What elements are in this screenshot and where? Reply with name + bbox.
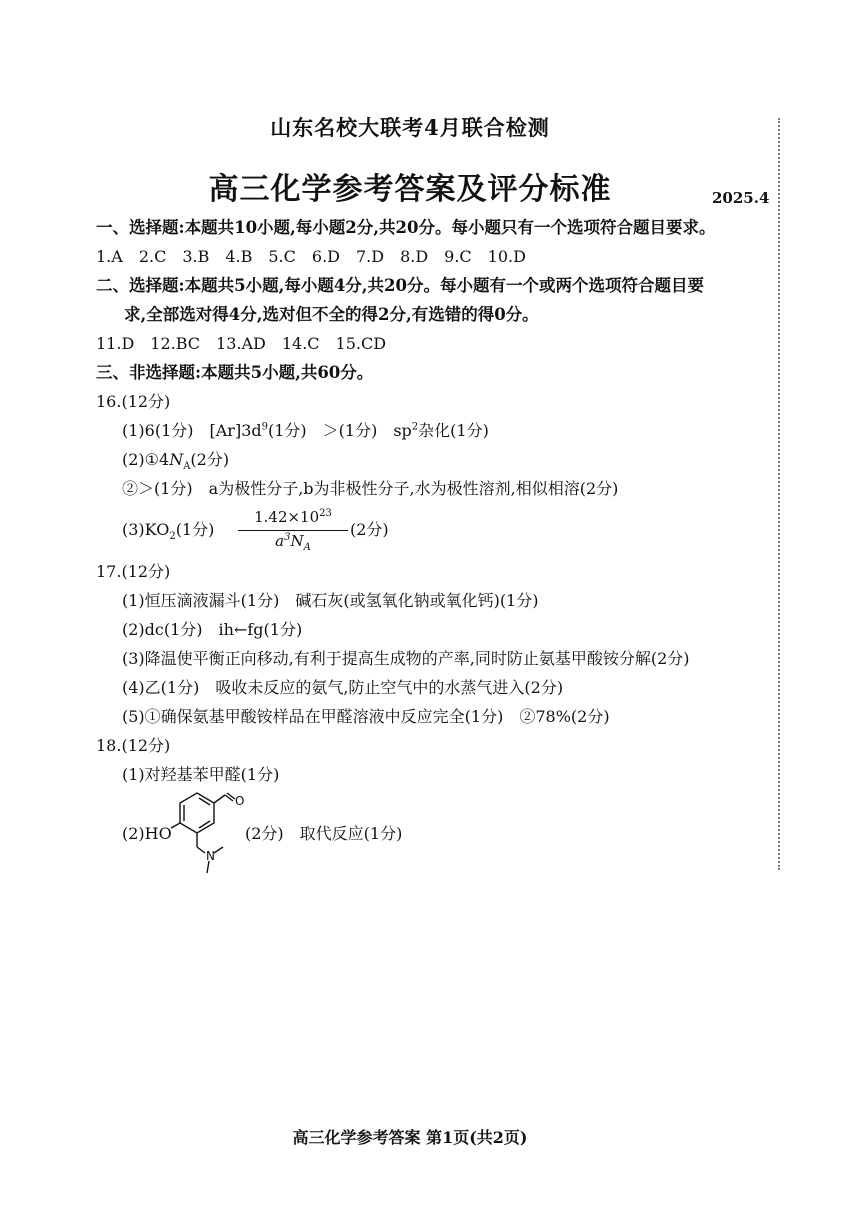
q16-part3-score: (2分) xyxy=(350,520,389,539)
q18-part1: (1)对羟基苯甲醛(1分) xyxy=(122,765,280,784)
section2-answers: 11.D 12.BC 13.AD 14.C 15.CD xyxy=(96,334,387,353)
fraction-denominator: $a^3N_A$ xyxy=(275,532,311,553)
exam-date: 2025.4 xyxy=(712,189,770,207)
carbonyl-oxygen-label: O xyxy=(235,794,245,808)
section2-heading-line2: 求,全部选对得4分,选对但不全的得2分,有选错的得0分。 xyxy=(124,305,539,324)
q16-part2-1: $(2)①4N_A(2$分) xyxy=(122,450,230,473)
q17-part1: (1)恒压滴液漏斗(1分) 碱石灰(或氢氧化钠或氧化钙)(1分) xyxy=(122,591,539,610)
school-exam-name: 山东名校大联考4月联合检测 xyxy=(270,115,550,140)
fraction-bar xyxy=(238,530,348,531)
q17-header: 17.(12分) xyxy=(96,562,171,581)
q18-header: 18.(12分) xyxy=(96,736,171,755)
binding-dotted-line xyxy=(778,118,780,870)
q17-part3: (3)降温使平衡正向移动,有利于提高生成物的产率,同时防止氨基甲酸铵分解(2分) xyxy=(122,649,690,668)
chemical-structure xyxy=(165,785,255,880)
fraction-numerator: $1.42\times 10^{23}$ xyxy=(254,508,332,526)
section1-heading: 一、选择题:本题共10小题,每小题2分,共20分。每小题只有一个选项符合题目要求。 xyxy=(96,218,716,237)
density-fraction xyxy=(238,508,348,556)
section3-heading: 三、非选择题:本题共5小题,共60分。 xyxy=(96,363,374,382)
page-title: 高三化学参考答案及评分标准 xyxy=(208,172,612,207)
nitrogen-label: N xyxy=(206,849,215,863)
q17-part5: (5)①确保氨基甲酸铵样品在甲醛溶液中反应完全(1分) ②78%(2分) xyxy=(122,707,610,726)
q18-part2-prefix: (2)HO xyxy=(122,824,172,843)
q17-part2: (2)dc(1分) ih←fg(1分) xyxy=(122,620,303,639)
q16-part2-2: ②＞(1分) a为极性分子,b为非极性分子,水为极性溶剂,相似相溶(2分) xyxy=(122,479,619,498)
q16-part3: $(3)KO_2(1$分) xyxy=(122,520,215,543)
q17-part4: (4)乙(1分) 吸收未反应的氨气,防止空气中的水蒸气进入(2分) xyxy=(122,678,564,697)
section2-heading-line1: 二、选择题:本题共5小题,每小题4分,共20分。每小题有一个或两个选项符合题目要 xyxy=(96,276,705,295)
section1-answers: 1.A 2.C 3.B 4.B 5.C 6.D 7.D 8.D 9.C 10.D xyxy=(96,247,526,266)
q18-part2-score: (2分) 取代反应(1分) xyxy=(245,824,403,843)
page-footer: 高三化学参考答案 第1页(共2页) xyxy=(292,1128,528,1147)
q16-header: 16.(12分) xyxy=(96,392,171,411)
q16-part1: (1)6(1分) $[Ar]3d^9(1$分) ＞(1分) $sp^2$杂化(1分) xyxy=(122,421,489,440)
